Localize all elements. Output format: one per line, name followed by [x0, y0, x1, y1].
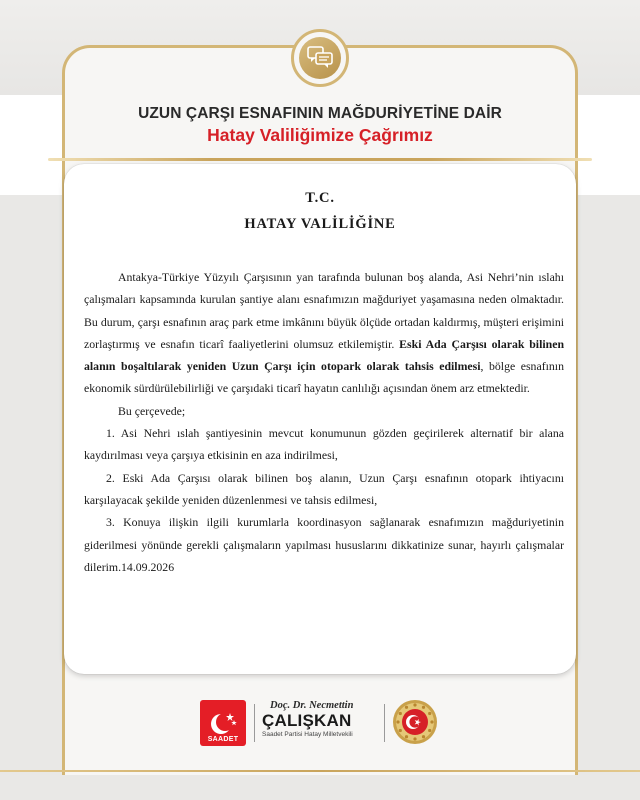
- footer-divider-left: [254, 704, 255, 742]
- bottom-gold-line: [0, 770, 640, 772]
- gold-divider: [48, 158, 592, 161]
- paragraph-1: Antakya-Türkiye Yüzyılı Çarşısının yan tarafında bulunan boş alanda, Asi Nehri’nin ıslahı çalışmaları kapsamında kurulan şantiye alanı esnafımızın mağduriyet yaşamasına neden olmaktadır. Bu durum, çarşı esnafının araç park etme imkânını büyük ölçüde ortadan kaldırmış, müşteri erişimini zorlaştırmış ve esnafın ticarî faaliyetlerini olumsuz etkilemiştir. Eski Ada Çarşısı olarak bilinen alanın boşaltılarak yeniden Uzun Çarşı için otopark olarak tahsis edilmesi, bölge esnafının ekonomik sürdürülebilirliği ve çarşıdaki ticarî hayatın canlılığı açısından önem arz etmektedir.: [84, 270, 565, 396]
- signer-title: Doç. Dr. Necmettin: [270, 700, 354, 711]
- saadet-logo: [200, 700, 246, 746]
- signature-block: [262, 700, 378, 738]
- list-item-3: 3. Konuya ilişkin ilgili kurumlarla koordinasyon sağlanarak esnafımızın mağduriyetinin giderilmesi yönünde gerekli çalışmaların yapılması hususlarını dikkatinize sunar, hayırlı çalışmalar dilerim.14.09.2026: [84, 515, 564, 574]
- letter-body: [84, 266, 564, 578]
- speech-bubbles-icon: [299, 37, 341, 79]
- footer-divider-right: [384, 704, 385, 742]
- signer-name: ÇALIŞKAN: [262, 711, 352, 730]
- header-subtitle: Hatay Valiliğimize Çağrımız: [207, 125, 433, 145]
- paragraph-2: Bu çerçevede;: [118, 403, 186, 418]
- header-title: UZUN ÇARŞI ESNAFININ MAĞDURİYETİNE DAİR: [138, 105, 502, 122]
- list-item-2: 2. Eski Ada Çarşısı olarak bilinen boş alanın, Uzun Çarşı esnafının otopark ihtiyacını karşılayacak şekilde yeniden düzenlenmesi ve tahsis edilmesi,: [84, 470, 564, 507]
- crescent-stars-icon: [208, 710, 238, 736]
- parliament-seal-icon: [392, 699, 438, 745]
- letter-addressee: HATAY VALİLİĞİNE: [244, 216, 396, 232]
- paragraph-1-emphasis: Eski Ada Çarşısı olarak bilinen alanın boşaltılarak yeniden Uzun Çarşı için otopark olarak tahsis edilmesi: [84, 336, 565, 374]
- saadet-logo-text: SAADET: [207, 736, 239, 743]
- signer-role: Saadet Partisi Hatay Milletvekili: [262, 731, 353, 738]
- letter-addressee-tc: T.C.: [305, 190, 335, 206]
- header-badge: [291, 29, 349, 87]
- list-item-1: 1. Asi Nehri ıslah şantiyesinin mevcut konumunun gözden geçirilerek alternatif bir alana kaydırılması veya çarşıya etkisinin en aza indirilmesi,: [84, 426, 564, 463]
